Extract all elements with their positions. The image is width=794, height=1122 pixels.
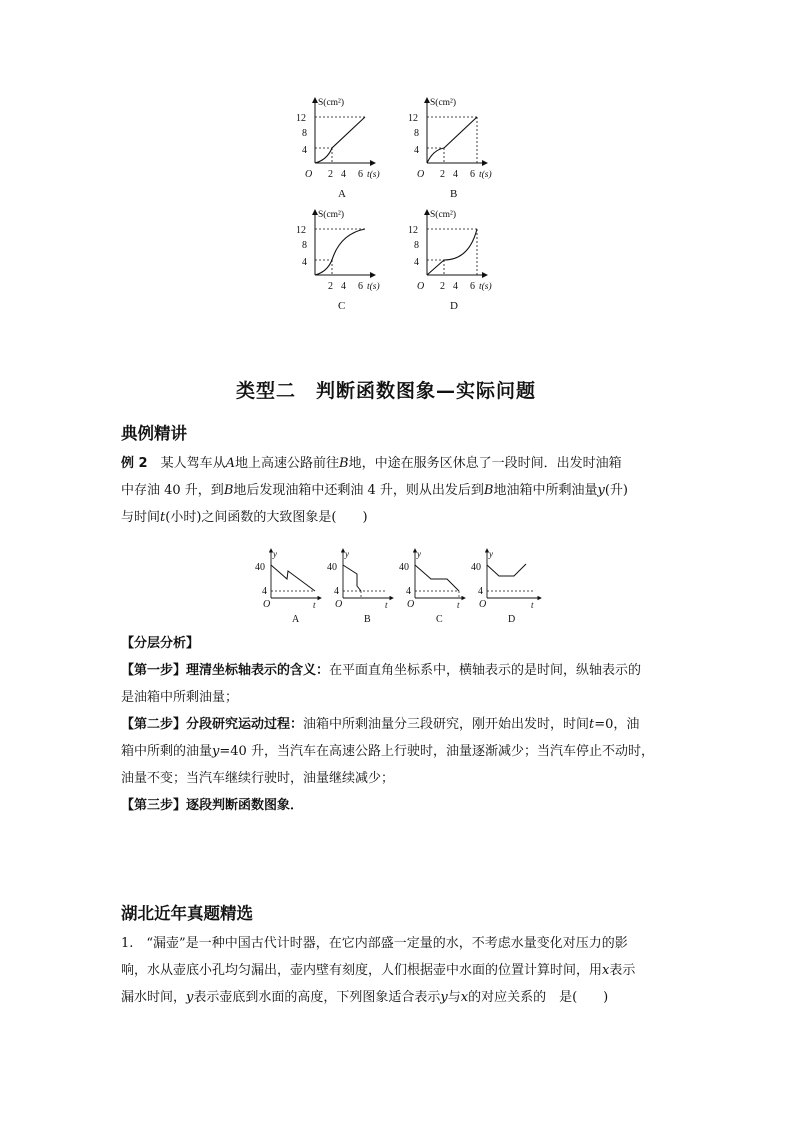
svg-text:4: 4 xyxy=(341,169,346,180)
example-line-3: 与时间t(小时)之间函数的大致图象是( ) xyxy=(121,510,368,525)
svg-text:O: O xyxy=(263,599,271,610)
section-title: 类型二 判断函数图象—实际问题 xyxy=(236,380,537,402)
svg-text:O: O xyxy=(407,599,415,610)
example-option-a: A xyxy=(292,614,300,625)
svg-text:2: 2 xyxy=(440,169,445,180)
step1-line-2: 是油箱中所剩油量； xyxy=(121,690,239,705)
svg-text:4: 4 xyxy=(334,586,339,597)
svg-text:8: 8 xyxy=(302,128,307,139)
svg-text:O: O xyxy=(305,169,313,180)
svg-text:6: 6 xyxy=(358,169,363,180)
svg-text:6: 6 xyxy=(358,281,363,292)
subheading-example: 典例精讲 xyxy=(121,424,187,443)
question-1-line-1: 1. “漏壶”是一种中国古代计时器，在它内部盛一定量的水，不考虑水量变化对压力的影 xyxy=(121,936,628,951)
example-line-2: 中存油 40 升，到B地后发现油箱中还剩油 4 升，则从出发后到B地油箱中所剩油量y(升) xyxy=(121,483,629,498)
svg-text:2: 2 xyxy=(440,281,445,292)
svg-text:O: O xyxy=(417,169,425,180)
svg-text:12: 12 xyxy=(408,113,418,124)
svg-text:t(s): t(s) xyxy=(479,282,492,292)
example-graph-b xyxy=(327,549,393,625)
svg-text:S(cm²): S(cm²) xyxy=(318,210,345,220)
svg-text:y: y xyxy=(345,549,349,559)
s-axis-label: S(cm²) xyxy=(318,98,345,108)
svg-text:t: t xyxy=(385,600,388,610)
svg-text:4: 4 xyxy=(414,257,419,268)
svg-text:4: 4 xyxy=(453,169,458,180)
svg-text:8: 8 xyxy=(414,240,419,251)
svg-text:4: 4 xyxy=(341,281,346,292)
option-label-c: C xyxy=(338,300,346,312)
svg-text:t(s): t(s) xyxy=(367,282,380,292)
step2-line-3: 油量不变；当汽车继续行驶时，油量继续减少； xyxy=(121,771,395,786)
graph-option-c xyxy=(296,209,380,312)
step2-line-2: 箱中所剩的油量y=40 升，当汽车在高速公路上行驶时，油量逐渐减少；当汽车停止不动时， xyxy=(121,744,654,759)
svg-text:8: 8 xyxy=(302,240,307,251)
example-option-d: D xyxy=(508,614,516,625)
example-graph-d xyxy=(471,549,541,625)
step3-line: 【第三步】逐段判断函数图象． xyxy=(121,798,304,813)
svg-text:12: 12 xyxy=(408,225,418,236)
svg-text:4: 4 xyxy=(478,586,483,597)
svg-text:40: 40 xyxy=(255,562,265,573)
example-line-1: 例 2 某人驾车从A地上高速公路前往B地，中途在服务区休息了一段时间．出发时油箱 xyxy=(121,456,622,471)
graph-option-a xyxy=(296,97,380,200)
svg-text:t(s): t(s) xyxy=(367,170,380,180)
svg-text:2: 2 xyxy=(328,281,333,292)
analysis-block xyxy=(121,630,681,819)
question-1 xyxy=(121,930,681,1011)
graph-option-b xyxy=(408,97,492,200)
svg-text:y: y xyxy=(489,549,493,559)
example-graph-c xyxy=(399,549,465,625)
question-1-line-3: 漏水时间，y表示壶底到水面的高度，下列图象适合表示y与x的对应关系的 是( ) xyxy=(121,990,609,1005)
svg-text:S(cm²): S(cm²) xyxy=(430,210,457,220)
option-label-a: A xyxy=(338,188,346,200)
svg-text:12: 12 xyxy=(296,225,306,236)
svg-text:4: 4 xyxy=(262,586,267,597)
example-graph-a xyxy=(255,549,321,625)
example-option-c: C xyxy=(436,614,443,625)
svg-text:6: 6 xyxy=(470,169,475,180)
svg-text:2: 2 xyxy=(328,169,333,180)
option-label-b: B xyxy=(450,188,458,200)
svg-text:4: 4 xyxy=(406,586,411,597)
svg-text:40: 40 xyxy=(471,562,481,573)
svg-text:8: 8 xyxy=(414,128,419,139)
graph-option-d xyxy=(408,209,492,312)
svg-text:O: O xyxy=(335,599,343,610)
option-label-d: D xyxy=(450,300,458,312)
svg-text:t(s): t(s) xyxy=(479,170,492,180)
question-1-line-2: 响，水从壶底小孔均匀漏出，壶内壁有刻度，人们根据壶中水面的位置计算时间，用x表示 xyxy=(121,963,636,978)
example-option-b: B xyxy=(364,614,371,625)
svg-text:4: 4 xyxy=(302,145,307,156)
svg-text:t: t xyxy=(531,600,534,610)
svg-text:y: y xyxy=(273,549,277,559)
svg-text:6: 6 xyxy=(470,281,475,292)
svg-text:t: t xyxy=(313,600,316,610)
analysis-title: 【分层分析】 xyxy=(121,636,200,651)
subheading-hubei: 湖北近年真题精选 xyxy=(121,904,253,923)
top-graphs-figure xyxy=(295,90,520,312)
svg-text:4: 4 xyxy=(302,257,307,268)
example-graphs-figure xyxy=(253,546,548,626)
step2-line-1: 【第二步】分段研究运动过程：油箱中所剩油量分三段研究，刚开始出发时，时间t=0，油 xyxy=(121,717,640,732)
svg-text:40: 40 xyxy=(327,562,337,573)
step1-line-1: 【第一步】理清坐标轴表示的含义：在平面直角坐标系中，横轴表示的是时间，纵轴表示的 xyxy=(121,663,642,678)
svg-text:y: y xyxy=(417,549,421,559)
svg-text:4: 4 xyxy=(414,145,419,156)
example-label: 例 2 xyxy=(121,456,148,471)
svg-text:4: 4 xyxy=(453,281,458,292)
svg-text:12: 12 xyxy=(296,113,306,124)
svg-text:S(cm²): S(cm²) xyxy=(430,98,457,108)
svg-text:40: 40 xyxy=(399,562,409,573)
svg-text:O: O xyxy=(479,599,487,610)
example-paragraph xyxy=(121,450,681,531)
svg-text:O: O xyxy=(417,281,425,292)
svg-text:t: t xyxy=(457,600,460,610)
